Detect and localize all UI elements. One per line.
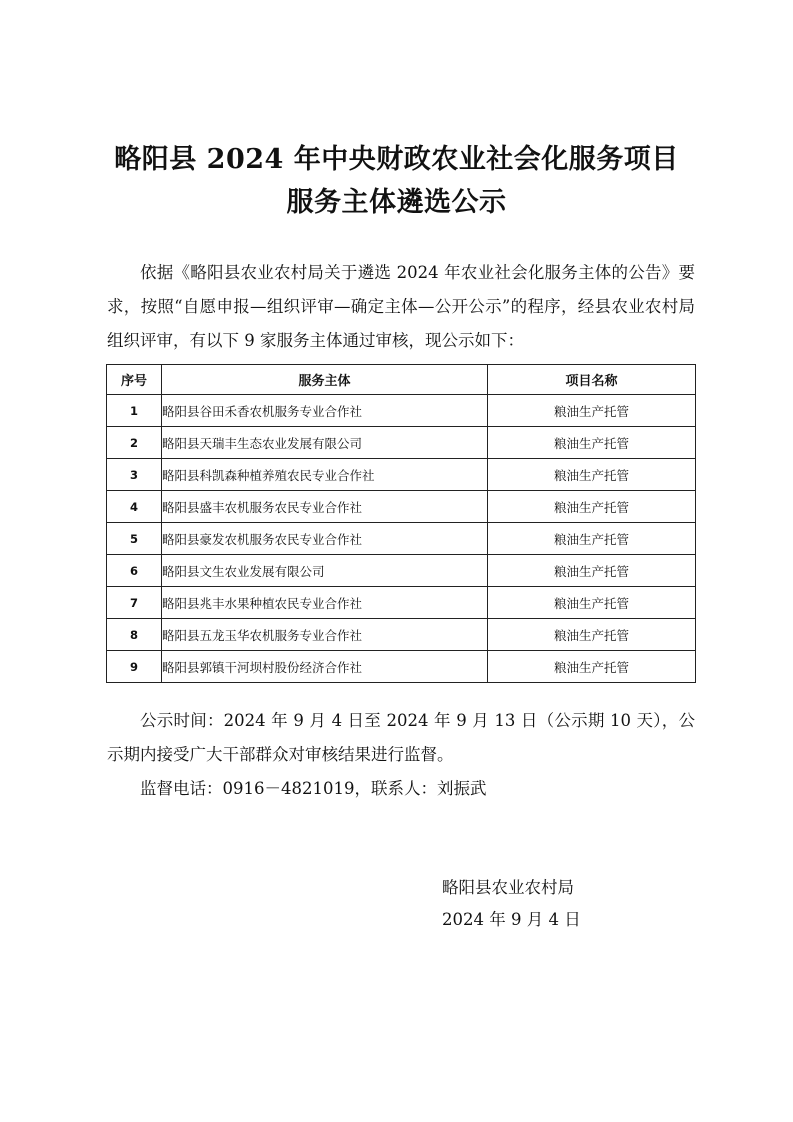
document-title-line2: 服务主体遴选公示 — [286, 187, 507, 218]
table-row — [107, 427, 696, 459]
publicity-period-paragraph: 公示时间：2024 年 9 月 4 日至 2024 年 9 月 13 日（公示期 10 天），公示期内接受广大干部群众对审核结果进行监督。 — [107, 711, 695, 764]
row-provider: 略阳县盛丰农机服务农民专业合作社 — [162, 491, 488, 523]
intro-paragraph: 依据《略阳县农业农村局关于遴选 2024 年农业社会化服务主体的公告》要求，按照“自愿申报—组织评审—确定主体—公开公示”的程序，经县农业农村局组织评审，有以下 9 家服务主体通过审核，现公示如下： — [107, 263, 695, 350]
row-project: 粮油生产托管 — [488, 395, 696, 427]
row-seq: 3 — [107, 459, 162, 491]
document-title-line1: 略阳县 2024 年中央财政农业社会化服务项目 — [114, 144, 679, 175]
row-project: 粮油生产托管 — [488, 587, 696, 619]
row-provider: 略阳县五龙玉华农机服务专业合作社 — [162, 619, 488, 651]
row-seq: 9 — [107, 651, 162, 683]
header-project: 项目名称 — [488, 365, 696, 395]
row-project: 粮油生产托管 — [488, 651, 696, 683]
table-row — [107, 619, 696, 651]
table-row — [107, 491, 696, 523]
table-row — [107, 651, 696, 683]
table-row — [107, 459, 696, 491]
row-seq: 6 — [107, 555, 162, 587]
row-project: 粮油生产托管 — [488, 523, 696, 555]
row-provider: 略阳县郭镇干河坝村股份经济合作社 — [162, 651, 488, 683]
row-provider: 略阳县文生农业发展有限公司 — [162, 555, 488, 587]
table-row — [107, 395, 696, 427]
row-provider: 略阳县兆丰水果种植农民专业合作社 — [162, 587, 488, 619]
row-seq: 8 — [107, 619, 162, 651]
supervision-contact-paragraph: 监督电话：0916－4821019，联系人：刘振武 — [140, 779, 487, 798]
header-provider: 服务主体 — [162, 365, 488, 395]
row-seq: 7 — [107, 587, 162, 619]
row-project: 粮油生产托管 — [488, 491, 696, 523]
service-provider-table — [106, 364, 696, 683]
row-project: 粮油生产托管 — [488, 427, 696, 459]
row-seq: 1 — [107, 395, 162, 427]
table-header-row — [107, 365, 696, 395]
table-row — [107, 587, 696, 619]
row-provider: 略阳县谷田禾香农机服务专业合作社 — [162, 395, 488, 427]
header-seq: 序号 — [107, 365, 162, 395]
row-seq: 5 — [107, 523, 162, 555]
row-project: 粮油生产托管 — [488, 619, 696, 651]
signature-date: 2024 年 9 月 4 日 — [442, 910, 581, 929]
row-provider: 略阳县豪发农机服务农民专业合作社 — [162, 523, 488, 555]
row-project: 粮油生产托管 — [488, 555, 696, 587]
row-provider: 略阳县天瑞丰生态农业发展有限公司 — [162, 427, 488, 459]
signature-organization: 略阳县农业农村局 — [442, 878, 574, 897]
row-provider: 略阳县科凯森种植养殖农民专业合作社 — [162, 459, 488, 491]
row-project: 粮油生产托管 — [488, 459, 696, 491]
table-row — [107, 523, 696, 555]
row-seq: 4 — [107, 491, 162, 523]
table-row — [107, 555, 696, 587]
row-seq: 2 — [107, 427, 162, 459]
